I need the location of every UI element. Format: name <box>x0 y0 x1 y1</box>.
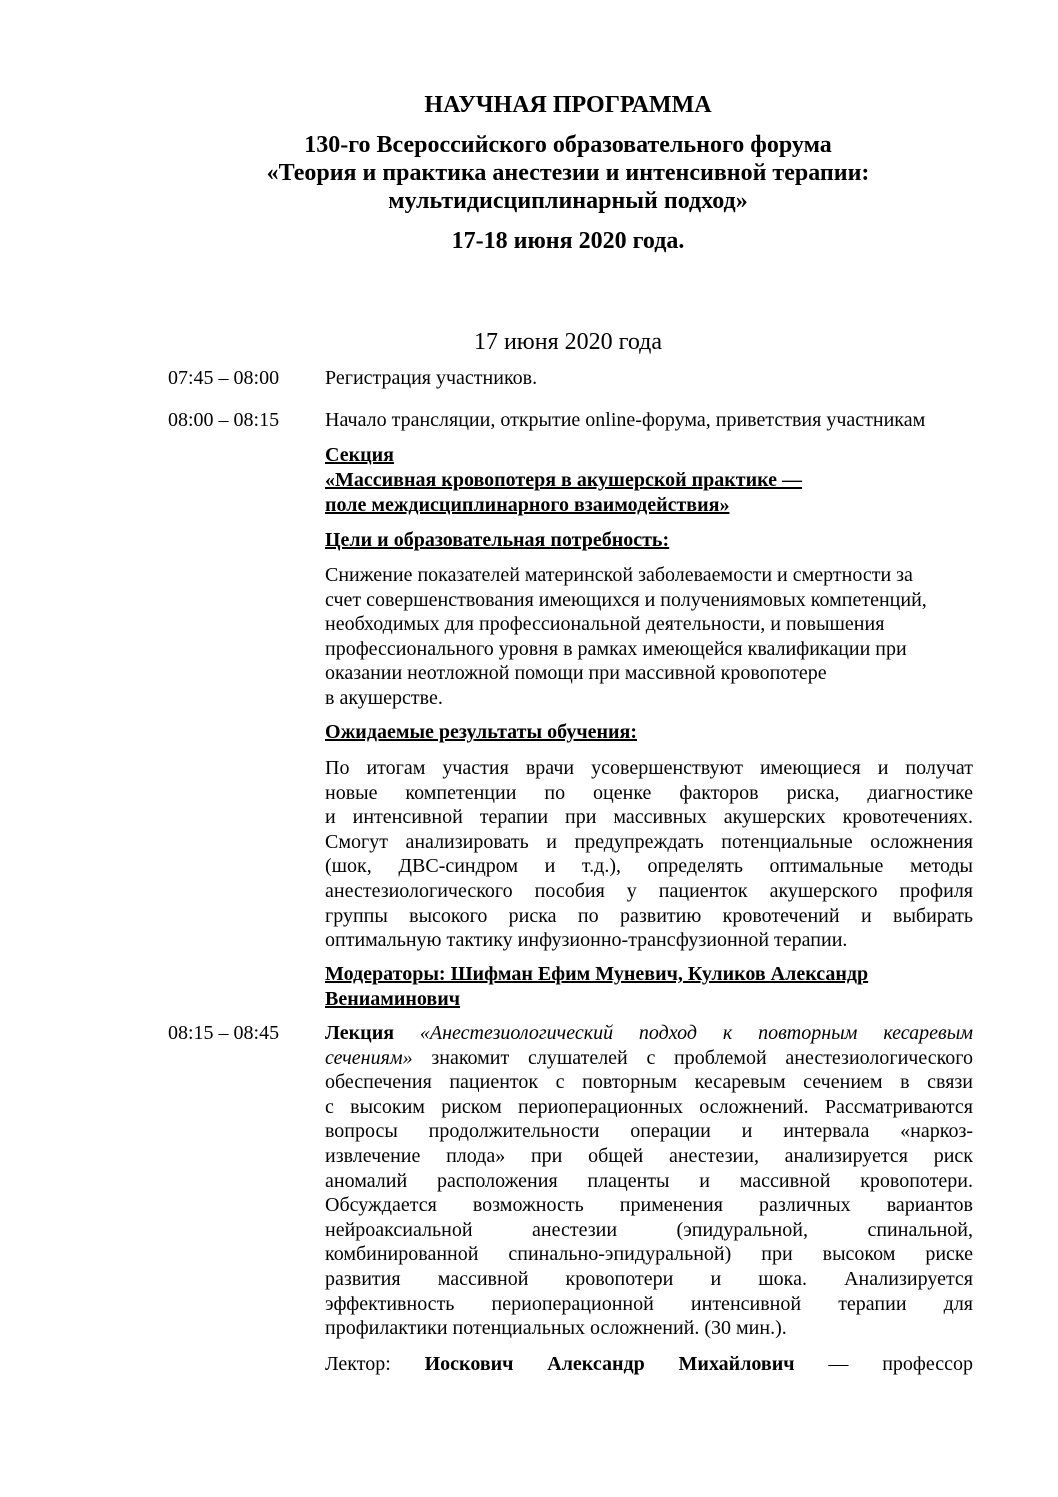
lecturer-surname: Иоскович <box>424 1353 514 1375</box>
lecture-line: с высоким риском периоперационных осложнений. Рассматриваются <box>325 1095 973 1118</box>
results-line: группы высокого риска по развитию кровотечений и выбирать <box>325 904 973 927</box>
lecture-line: эффективность периоперационной интенсивной терапии для <box>325 1292 973 1315</box>
day-heading: 17 июня 2020 года <box>473 329 663 355</box>
lecture-line: нейроаксиальной анестезии (эпидуральной, спинальной, <box>325 1218 973 1241</box>
lecture-title-part-1: «Анестезиологический подход к повторным кесаревым <box>419 1022 974 1044</box>
lecture-line: комбинированной спинально-эпидуральной) при высоком риске <box>325 1243 973 1266</box>
goals-line: Снижение показателей материнской заболеваемости и смертности за <box>325 564 913 586</box>
moderators-line-2: Вениаминович <box>325 988 461 1010</box>
lecturer-patronymic: Михайлович <box>678 1353 795 1375</box>
lecture-line: обеспечения пациенток с повторным кесаревым сечением в связи <box>325 1071 973 1094</box>
schedule-text-2: Начало трансляции, открытие online-форума, приветствия участникам <box>325 409 926 431</box>
results-line: новые компетенции по оценке факторов риска, диагностике <box>325 781 973 804</box>
results-line: Смогут анализировать и предупреждать потенциальные осложнения <box>325 830 973 853</box>
results-heading: Ожидаемые результаты обучения: <box>325 721 638 743</box>
goals-line: профессионального уровня в рамках имеющейся квалификации при <box>325 637 907 660</box>
goals-line: в акушерстве. <box>325 686 443 709</box>
goals-line: оказании неотложной помощи при массивной кровопотере <box>325 662 827 685</box>
schedule-time-2: 08:00 – 08:15 <box>168 409 280 431</box>
lecture-line <box>325 1046 973 1071</box>
section-name-line-2: поле междисциплинарного взаимодействия» <box>325 494 730 516</box>
section-name-line-1: «Массивная кровопотеря в акушерской практике — <box>325 469 803 491</box>
lecture-line: развития массивной кровопотери и шока. Анализируется <box>325 1267 973 1290</box>
lecturer-dash: — <box>828 1353 849 1375</box>
program-title: НАУЧНАЯ ПРОГРАММА <box>424 92 712 118</box>
lecture-title-part-2: сечениям» <box>325 1046 413 1069</box>
forum-title <box>0 131 1058 215</box>
goals-line: счет совершенствования имеющихся и получениямовых компетенций, <box>325 588 927 611</box>
lecture-line: вопросы продолжительности операции и интервала «наркоз- <box>325 1120 973 1143</box>
lecturer-line <box>325 1352 973 1377</box>
schedule-time-1: 07:45 – 08:00 <box>168 367 280 389</box>
results-line: и интенсивной терапии при массивных акушерских кровотечениях. <box>325 806 973 829</box>
forum-title-line-1: 130-го Всероссийского образовательного форума <box>304 132 832 158</box>
lecture-paragraph <box>325 1021 973 1341</box>
goals-paragraph <box>325 563 973 711</box>
results-line: анестезиологического пособия у пациенток акушерского профиля <box>325 879 973 902</box>
results-paragraph <box>325 756 973 953</box>
goals-line: необходимых для профессиональной деятельности, и повышения <box>325 613 885 636</box>
lecture-line: профилактики потенциальных осложнений. (30 мин.). <box>325 1317 787 1340</box>
forum-title-line-2: «Теория и практика анестезии и интенсивной терапии: <box>266 160 870 186</box>
lecture-time: 08:15 – 08:45 <box>168 1022 280 1044</box>
forum-dates: 17-18 июня 2020 года. <box>451 228 685 254</box>
lecture-title-line <box>325 1021 973 1046</box>
lecture-line: извлечение плода» при общей анестезии, анализируется риск <box>325 1144 973 1167</box>
results-line: (шок, ДВС-синдром и т.д.), определять оптимальные методы <box>325 855 973 878</box>
lecturer-title: профессор <box>882 1353 973 1375</box>
lecture-label: Лекция <box>325 1022 395 1044</box>
results-line: По итогам участия врачи усовершенствуют имеющиеся и получат <box>325 757 973 779</box>
section-label: Секция <box>325 444 394 466</box>
lecturer-label: Лектор: <box>325 1353 391 1375</box>
lecture-line: аномалий расположения плаценты и массивной кровопотери. <box>325 1169 973 1192</box>
lecturer-first-name: Александр <box>547 1353 645 1375</box>
goals-heading: Цели и образовательная потребность: <box>325 529 670 551</box>
forum-title-line-3: мультидисциплинарный подход» <box>388 188 748 214</box>
moderators-line-1: Модераторы: Шифман Ефим Муневич, Куликов Александр <box>325 963 869 985</box>
lecture-line-rest: знакомит слушателей с проблемой анестезиологического <box>412 1046 973 1069</box>
results-line: оптимальную тактику инфузионно-трансфузионной терапии. <box>325 929 848 952</box>
lecture-line: Обсуждается возможность применения различных вариантов <box>325 1194 973 1217</box>
schedule-text-1: Регистрация участников. <box>325 367 538 389</box>
